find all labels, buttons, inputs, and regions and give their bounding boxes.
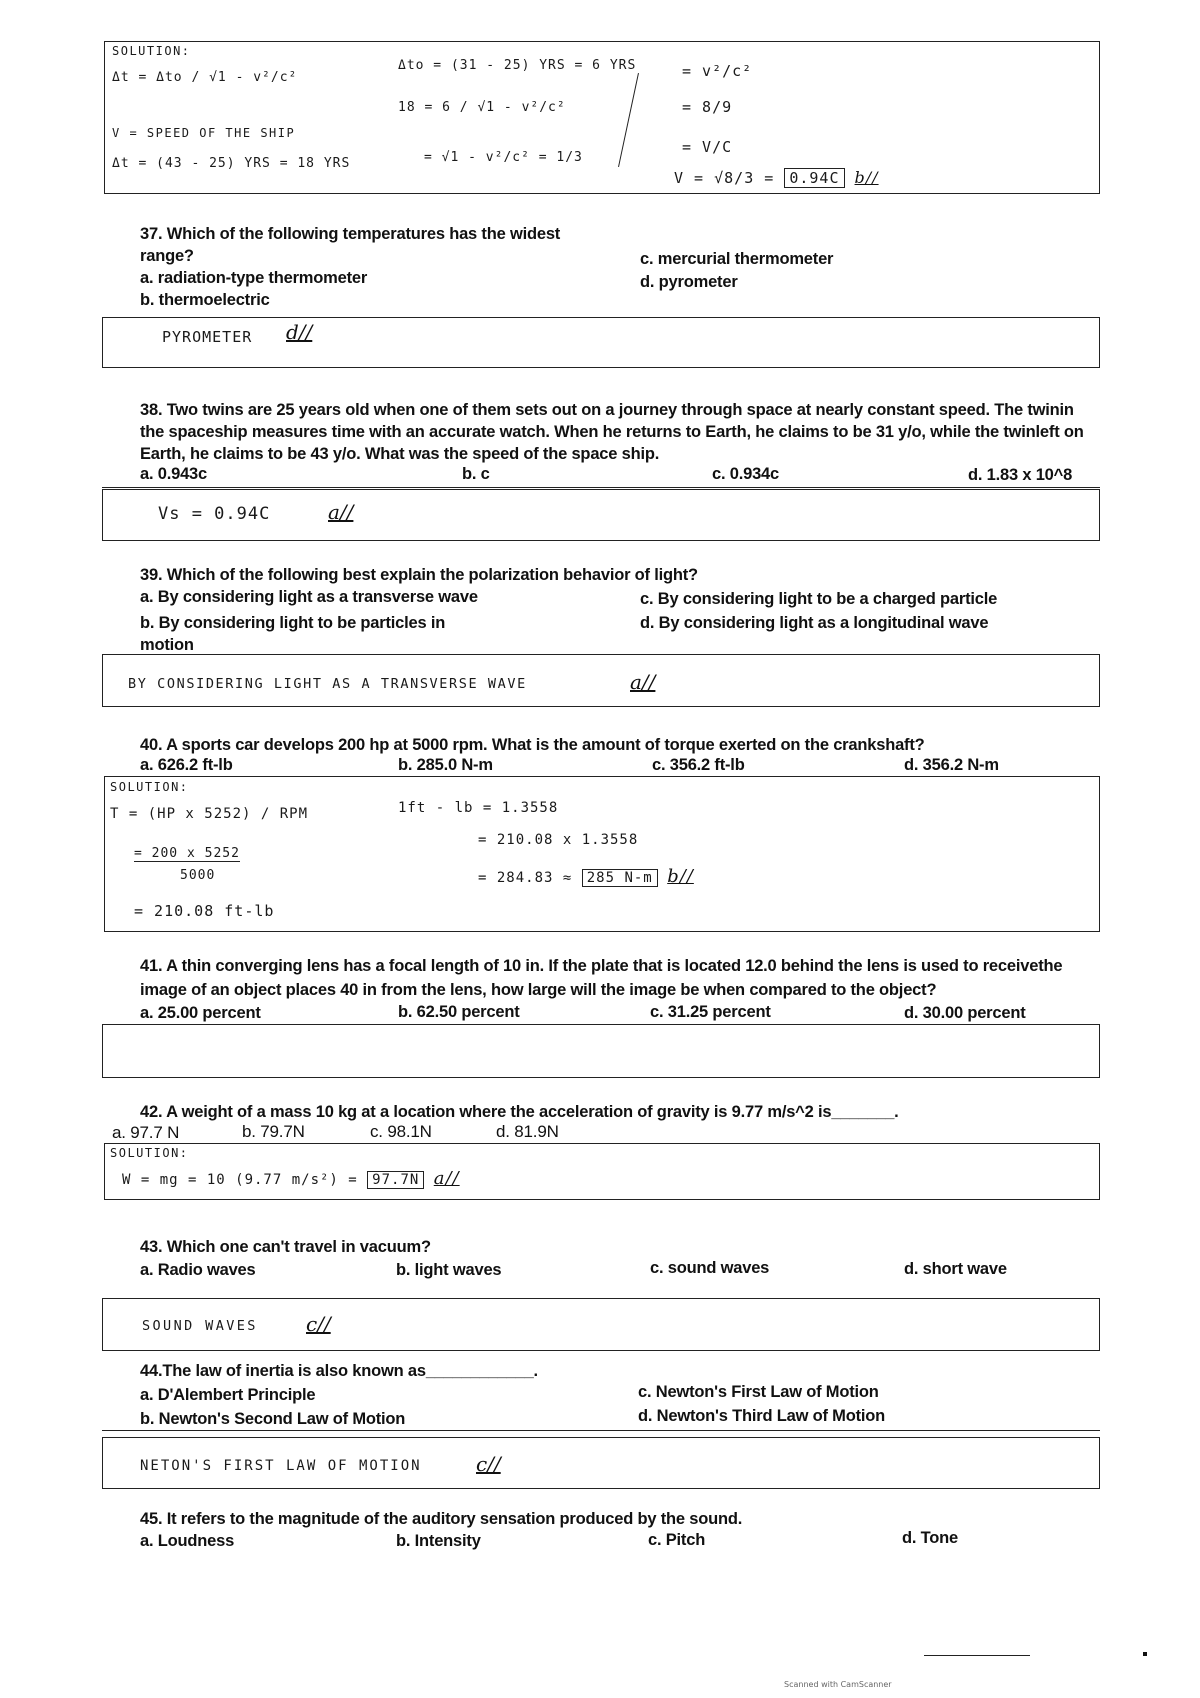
- q40-solution-heading: SOLUTION:: [110, 780, 189, 794]
- q44-option-a: a. D'Alembert Principle: [140, 1386, 316, 1404]
- q38-option-c: c. 0.934c: [712, 465, 780, 483]
- q42-solution-line: [122, 1168, 460, 1189]
- q40-solution-l1: T = (HP x 5252) / RPM: [110, 806, 309, 822]
- q40-solution-l3: = 210.08 ft-lb: [134, 902, 275, 920]
- q42-solution-answer: 97.7N: [367, 1171, 424, 1189]
- footer-rule: [924, 1655, 1030, 1656]
- q43-option-d: d. short wave: [904, 1260, 1007, 1278]
- q40-solution-r1: 1ft - lb = 1.3558: [398, 800, 559, 816]
- q40-option-c: c. 356.2 ft-lb: [652, 756, 745, 774]
- q40-option-d: d. 356.2 N-m: [904, 756, 999, 774]
- question-38-text: 38. Two twins are 25 years old when one of them sets out on a journey through space at nearly constant speed. The twinin the spaceship measures time with an accurate watch. When he returns to Earth, he claims to be 31 y/o, while the twinleft on Earth, he claims to be 43 y/o. What was the speed of the space ship.: [140, 401, 1084, 463]
- q37-option-b: b. thermoelectric: [140, 291, 270, 309]
- solution-heading-q36: SOLUTION:: [112, 44, 191, 58]
- q44-answer-text: NETON'S FIRST LAW OF MOTION: [140, 1458, 422, 1474]
- question-37-text: 37. Which of the following temperatures has the widest range?: [140, 225, 561, 265]
- q38-option-b: b. c: [462, 465, 490, 483]
- solution-r2-q36: = 8/9: [682, 98, 733, 116]
- q43-option-b: b. light waves: [396, 1261, 502, 1279]
- answer-box-q41: [102, 1024, 1100, 1078]
- question-41-text: 41. A thin converging lens has a focal length of 10 in. If the plate that is located 12.0 behind the lens is used to receivethe image of an object places 40 in from the lens, how large will the image be when compared to the object?: [140, 957, 1063, 999]
- q38-answer-text: Vs = 0.94C: [158, 504, 271, 524]
- solution-formula-q36: Δt = Δto / √1 - v²/c²: [112, 70, 298, 85]
- solution-mark-q36: b//: [854, 168, 879, 187]
- q37-answer-mark: d//: [286, 320, 313, 344]
- scanner-watermark: Scanned with CamScanner: [784, 1680, 892, 1689]
- q41-option-a: a. 25.00 percent: [140, 1004, 261, 1022]
- q44-answer-mark: c//: [476, 1452, 501, 1476]
- question-39-text: 39. Which of the following best explain the polarization behavior of light?: [140, 566, 698, 584]
- solution-sqrt-q36: = √1 - v²/c² = 1/3: [424, 150, 583, 165]
- q42-option-d: d. 81.9N: [496, 1122, 559, 1141]
- q40-solution-r3: = 284.83 ≈: [478, 870, 573, 886]
- footer-dot: [1143, 1652, 1147, 1656]
- question-40-text: 40. A sports car develops 200 hp at 5000 rpm. What is the amount of torque exerted on the crankshaft?: [140, 736, 925, 754]
- q43-option-c: c. sound waves: [650, 1259, 770, 1277]
- solution-r4-text-q36: V = √8/3 =: [674, 169, 775, 187]
- solution-dt-q36: Δt = (43 - 25) YRS = 18 YRS: [112, 156, 351, 171]
- solution-answer-q36: 0.94C: [784, 168, 844, 188]
- question-44-text: 44.The law of inertia is also known as____________.: [140, 1362, 538, 1380]
- q38-answer-mark: a//: [328, 500, 354, 524]
- q40-option-a: a. 626.2 ft-lb: [140, 756, 233, 774]
- q42-solution-heading: SOLUTION:: [110, 1146, 189, 1160]
- question-42-text: 42. A weight of a mass 10 kg at a location where the acceleration of gravity is 9.77 m/s^2 is_______.: [140, 1103, 899, 1121]
- q39-answer-mark: a//: [630, 670, 656, 694]
- q45-option-c: c. Pitch: [648, 1531, 706, 1549]
- q39-option-a: a. By considering light as a transverse wave: [140, 588, 478, 606]
- q39-option-c: c. By considering light to be a charged particle: [640, 590, 998, 608]
- q38-option-a: a. 0.943c: [140, 465, 208, 483]
- q38-options-rule: [102, 487, 1100, 488]
- question-43-text: 43. Which one can't travel in vacuum?: [140, 1238, 431, 1256]
- q40-solution-l2-den: 5000: [180, 868, 216, 883]
- solution-r3-q36: = V/C: [682, 138, 733, 156]
- q41-option-b: b. 62.50 percent: [398, 1003, 520, 1021]
- solution-v-def-q36: V = SPEED OF THE SHIP: [112, 126, 296, 140]
- q40-solution-answer: 285 N-m: [582, 869, 658, 887]
- q39-option-b: b. By considering light to be particles in motion: [140, 614, 446, 654]
- q40-solution-l2-num: = 200 x 5252: [134, 846, 240, 861]
- q40-solution-r3-line: [478, 866, 694, 887]
- q40-solution-mark: b//: [667, 866, 694, 887]
- q37-answer-text: PYROMETER: [162, 328, 253, 346]
- q45-option-d: d. Tone: [902, 1529, 959, 1547]
- q43-answer-text: SOUND WAVES: [142, 1318, 258, 1334]
- q40-option-b: b. 285.0 N-m: [398, 756, 493, 774]
- solution-r1-q36: = v²/c²: [682, 62, 753, 80]
- solution-r4-q36: [674, 168, 879, 187]
- q42-solution-mark: a//: [433, 1168, 460, 1189]
- q39-answer-text: BY CONSIDERING LIGHT AS A TRANSVERSE WAVE: [128, 676, 527, 692]
- q40-solution-r2: = 210.08 x 1.3558: [478, 832, 639, 848]
- q42-option-a: a. 97.7 N: [112, 1123, 180, 1142]
- q44-options-rule: [102, 1430, 1100, 1431]
- q37-option-a: a. radiation-type thermometer: [140, 269, 368, 287]
- q41-option-d: d. 30.00 percent: [904, 1004, 1026, 1022]
- q39-option-d: d. By considering light as a longitudinal wave: [640, 614, 989, 632]
- question-45-text: 45. It refers to the magnitude of the auditory sensation produced by the sound.: [140, 1510, 743, 1528]
- q45-option-a: a. Loudness: [140, 1532, 235, 1550]
- q42-option-b: b. 79.7N: [242, 1122, 305, 1141]
- q43-answer-mark: c//: [306, 1312, 331, 1336]
- q44-option-b: b. Newton's Second Law of Motion: [140, 1410, 406, 1428]
- q37-option-d: d. pyrometer: [640, 273, 738, 291]
- q42-option-c: c. 98.1N: [370, 1122, 432, 1141]
- q44-option-d: d. Newton's Third Law of Motion: [638, 1407, 886, 1425]
- q42-solution-l1: W = mg = 10 (9.77 m/s²) =: [122, 1172, 358, 1188]
- solution-dto-q36: Δto = (31 - 25) YRS = 6 YRS: [398, 58, 637, 73]
- q43-option-a: a. Radio waves: [140, 1261, 256, 1279]
- q44-option-c: c. Newton's First Law of Motion: [638, 1383, 879, 1401]
- q37-option-c: c. mercurial thermometer: [640, 250, 834, 268]
- solution-eq18-q36: 18 = 6 / √1 - v²/c²: [398, 100, 566, 115]
- q38-option-d: d. 1.83 x 10^8: [968, 466, 1073, 484]
- q45-option-b: b. Intensity: [396, 1532, 481, 1550]
- q41-option-c: c. 31.25 percent: [650, 1003, 771, 1021]
